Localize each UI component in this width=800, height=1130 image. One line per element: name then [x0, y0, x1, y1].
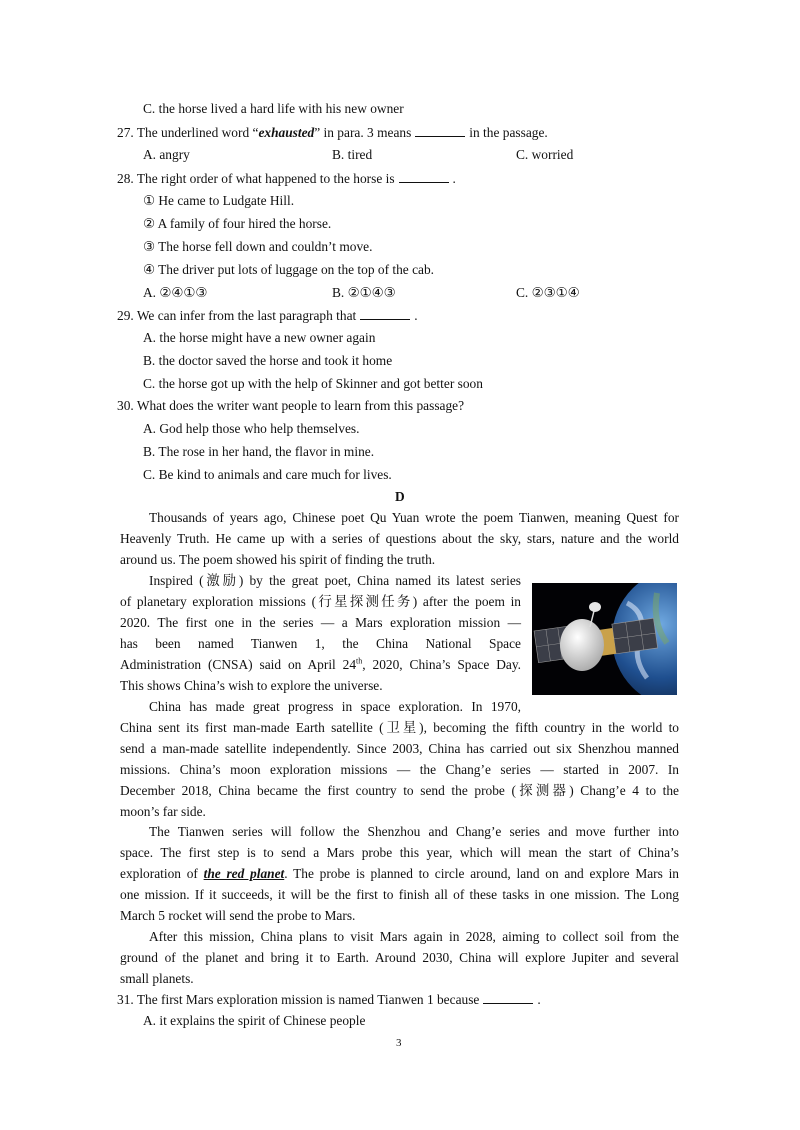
- p1-line3: around us. The poem showed his spirit of finding the truth.: [120, 552, 436, 567]
- event-2: ② A family of four hired the horse.: [143, 216, 332, 231]
- p2-line2: of planetary exploration missions (行星探测任务) after the poem in: [120, 594, 521, 609]
- q29-option-b: B. the doctor saved the horse and took it home: [143, 353, 393, 368]
- question-28: 28. The right order of what happened to the horse is .: [117, 171, 456, 186]
- q30-option-a: A. God help those who help themselves.: [143, 421, 360, 436]
- p4-line5: March 5 rocket will send the probe to Mars.: [120, 908, 356, 923]
- question-31: 31. The first Mars exploration mission is named Tianwen 1 because .: [117, 992, 541, 1007]
- underlined-phrase: the red planet: [203, 866, 285, 881]
- q30-option-c: C. Be kind to animals and care much for lives.: [143, 467, 392, 482]
- option-c: C. worried: [516, 147, 574, 162]
- p3-line5: December 2018, China became the first country to send the probe (探测器) Chang’e 4 to the: [120, 783, 679, 798]
- p2-line3: 2020. The first one in the series — a Mars exploration mission —: [120, 615, 521, 630]
- answer-blank: [483, 991, 533, 1004]
- p4-line4: one mission. If it succeeds, it will be the first to finish all of these tasks in one mission. The Long: [120, 887, 679, 902]
- p5-line1: After this mission, China plans to visit Mars again in 2028, aiming to collect soil from the: [149, 929, 679, 944]
- p1-line1: Thousands of years ago, Chinese poet Qu Yuan wrote the poem Tianwen, meaning Quest for: [149, 510, 679, 525]
- option-b: B. tired: [332, 147, 373, 162]
- q30-option-b: B. The rose in her hand, the flavor in mine.: [143, 444, 375, 459]
- p2-line1: Inspired (激励) by the great poet, China named its latest series: [149, 573, 521, 588]
- p1-line2: Heavenly Truth. He came up with a series of questions about the sky, stars, nature and the world: [120, 531, 679, 546]
- option-b: B. ②①④③: [332, 285, 396, 300]
- answer-blank: [415, 124, 465, 137]
- page-number: 3: [396, 1037, 402, 1049]
- event-4: ④ The driver put lots of luggage on the top of the cab.: [143, 262, 435, 277]
- p3-line6: moon’s far side.: [120, 804, 206, 819]
- p3-line1: China has made great progress in space exploration. In 1970,: [149, 699, 521, 714]
- satellite-earth-photo: [532, 583, 677, 695]
- p2-line4: has been named Tianwen 1, the China National Space: [120, 636, 521, 651]
- p4-line1: The Tianwen series will follow the Shenzhou and Chang’e series and move further into: [149, 824, 679, 839]
- p3-line4: missions. China’s moon exploration missions — the Chang’e series — started in 2007. In: [120, 762, 679, 777]
- question-29: 29. We can infer from the last paragraph that .: [117, 308, 418, 323]
- p2-line6: This shows China’s wish to explore the universe.: [120, 678, 383, 693]
- question-27-options: [143, 147, 703, 163]
- p5-line3: small planets.: [120, 971, 194, 986]
- option-a: A. ②④①③: [143, 285, 208, 300]
- q26-option-c: C. the horse lived a hard life with his new owner: [143, 101, 404, 116]
- p4-line2: space. The first step is to send a Mars probe this year, which will mean the start of China’s: [120, 845, 679, 860]
- answer-blank: [399, 170, 449, 183]
- q31-option-a: A. it explains the spirit of Chinese people: [143, 1013, 366, 1028]
- answer-blank: [360, 307, 410, 320]
- option-a: A. angry: [143, 147, 190, 162]
- question-30: 30. What does the writer want people to learn from this passage?: [117, 398, 465, 413]
- event-1: ① He came to Ludgate Hill.: [143, 193, 295, 208]
- section-heading: D: [395, 489, 405, 504]
- q29-option-c: C. the horse got up with the help of Skinner and got better soon: [143, 376, 483, 391]
- p3-line3: send a man-made satellite independently. Since 2003, China has carried out six Shenzhou manned: [120, 741, 679, 756]
- option-c: C. ②③①④: [516, 285, 580, 300]
- p4-line3: exploration of the red planet. The probe is planned to circle around, land on and explore Mars in: [120, 866, 679, 881]
- p5-line2: ground of the planet and bring it to Earth. Around 2030, China will explore Jupiter and several: [120, 950, 679, 965]
- p3-line2: China sent its first man-made Earth satellite (卫星), becoming the fifth country in the world to: [120, 720, 679, 735]
- underlined-word: exhausted: [258, 125, 315, 140]
- event-3: ③ The horse fell down and couldn’t move.: [143, 239, 373, 254]
- p2-line5: Administration (CNSA) said on April 24th, 2020, China’s Space Day.: [120, 656, 521, 672]
- q29-option-a: A. the horse might have a new owner again: [143, 330, 376, 345]
- question-27: 27. The underlined word “exhausted” in para. 3 means in the passage.: [117, 125, 548, 140]
- question-28-options: [143, 285, 703, 301]
